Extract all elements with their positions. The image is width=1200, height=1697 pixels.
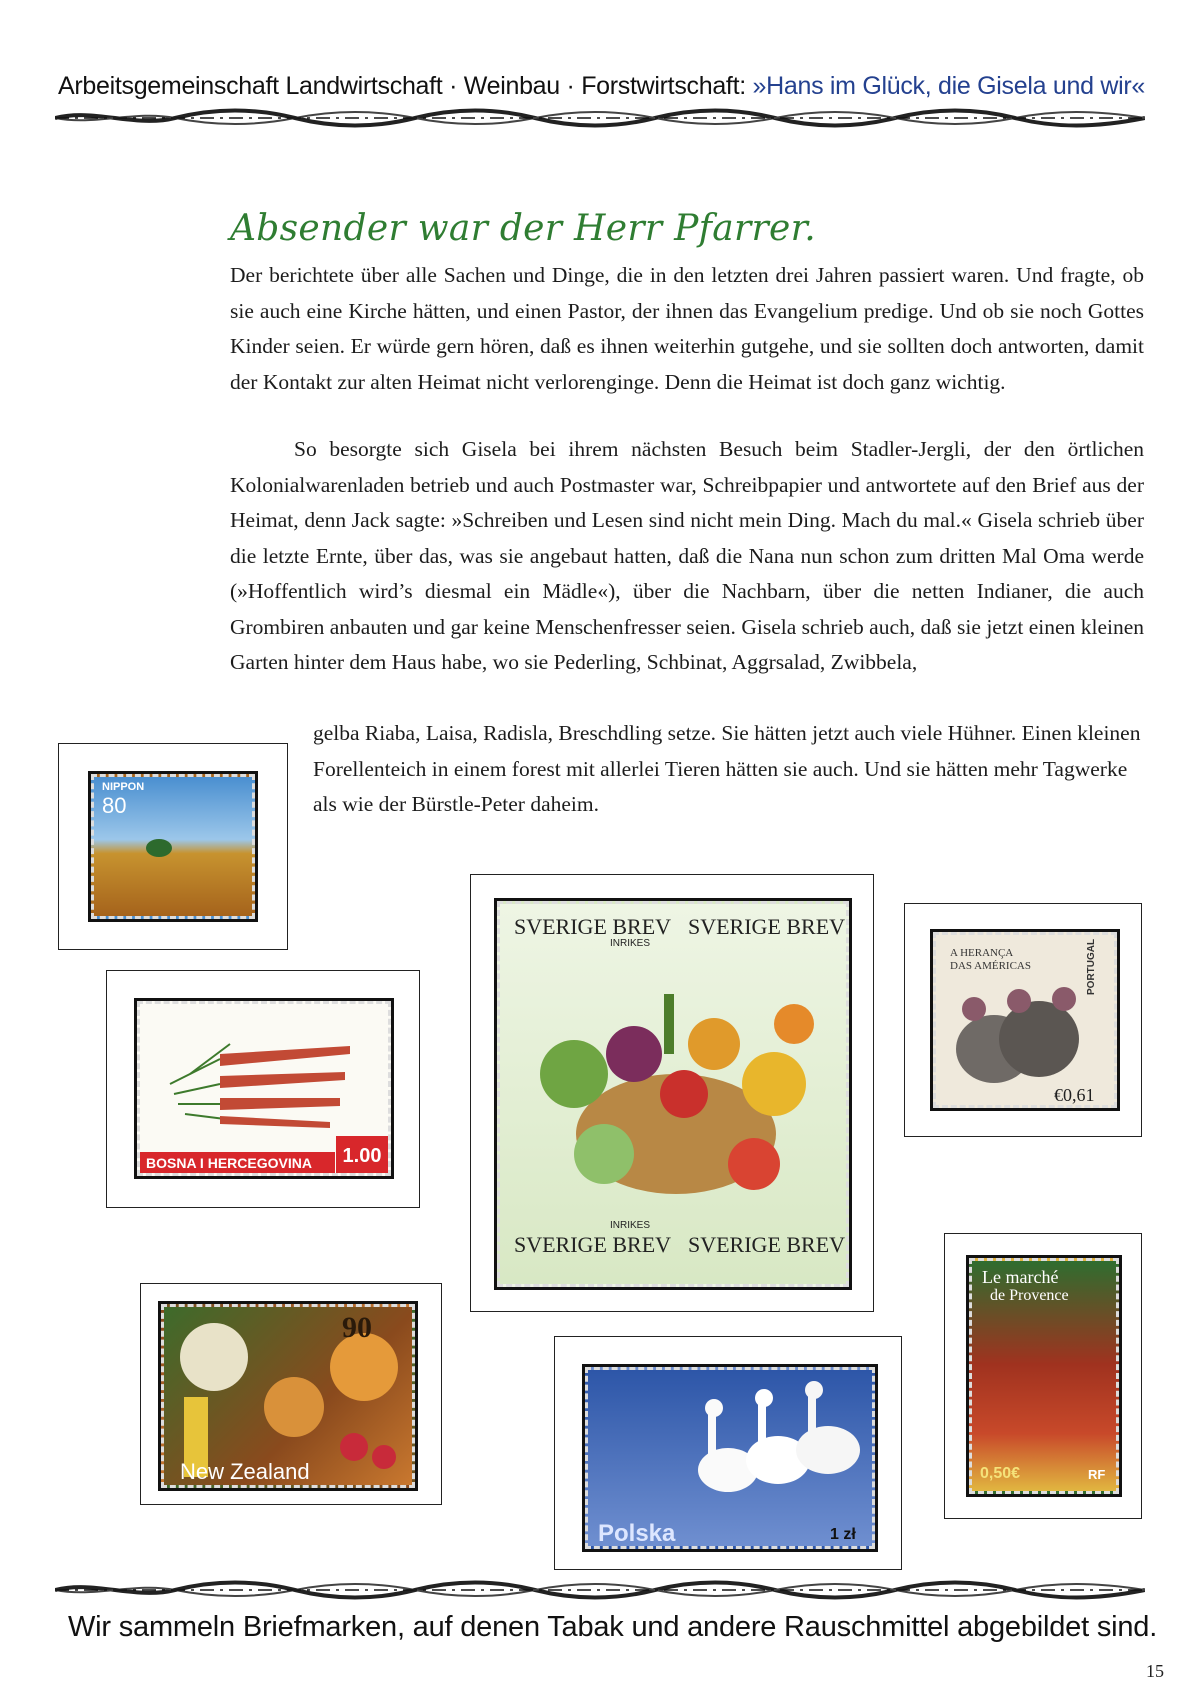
stamp-france <box>969 1258 1119 1494</box>
footer-slogan: Wir sammeln Briefmarken, auf denen Tabak und andere Rauschmittel abgebildet sind. <box>68 1611 1158 1643</box>
paragraph-1 <box>230 258 1144 400</box>
stamp-newzealand-value: 90 <box>342 1311 372 1344</box>
stamp-france-title-1: Le marché <box>982 1267 1059 1287</box>
decorative-border-bottom <box>55 1578 1145 1602</box>
stamp-bosnia-country: BOSNA I HERCEGOVINA <box>140 1152 335 1174</box>
stamp-newzealand-country: New Zealand <box>180 1459 310 1484</box>
page-number: 15 <box>1146 1661 1164 1681</box>
stamp-sweden-label-top-left: SVERIGE BREV <box>514 914 672 939</box>
stamp-japan-country: NIPPON <box>102 781 145 793</box>
stamp-frame-portugal <box>904 903 1142 1137</box>
stamp-frame-japan <box>58 743 288 950</box>
stamp-portugal-value: €0,61 <box>1054 1085 1095 1105</box>
stamp-frame-sweden <box>470 874 874 1312</box>
stamp-portugal-title-1: A HERANÇA <box>950 947 1014 959</box>
stamp-sweden-inrikes-top: INRIKES <box>610 938 651 949</box>
stamp-frame-poland <box>554 1336 902 1570</box>
stamp-poland-value: 1 zł <box>830 1526 856 1543</box>
stamp-sweden-label-top-right: SVERIGE BREV <box>688 914 846 939</box>
stamp-portugal <box>933 932 1117 1108</box>
stamp-portugal-title-2: DAS AMÉRICAS <box>950 960 1031 972</box>
section-title: Absender war der Herr Pfarrer. <box>230 208 816 249</box>
header-accent: »Hans im Glück, die Gisela und wir« <box>752 72 1145 100</box>
paragraph-2 <box>230 432 1144 681</box>
stamp-sweden-inrikes-bottom: INRIKES <box>610 1220 651 1231</box>
vegetable-basket-icon <box>514 974 838 1224</box>
turkeys-icon <box>944 979 1094 1099</box>
stamp-poland-country: Polska <box>598 1520 676 1547</box>
stamp-france-country: RF <box>1088 1467 1106 1482</box>
stamp-japan <box>91 774 255 919</box>
paragraph-3 <box>313 716 1144 823</box>
stamp-frame-bosnia <box>106 970 420 1208</box>
stamp-bosnia <box>137 1001 391 1176</box>
paragraph-2-text: So besorgte sich Gisela bei ihrem nächsten Besuch beim Stadler-Jergli, der den örtlichen Kolonialwarenladen betrieb und auch Postmaster war, Schreibpapier und antwortete auf den Brief aus der Heimat, denn Jack sagte: »Schreiben und Lesen sind nicht mein Ding. Mach du mal.« Gisela schrieb über die letzte Ernte, über das, was sie angebaut hatten, daß die Nana nun schon zum dritten Mal Oma werde (»Hoffentlich wird’s diesmal ein Mädle«), über die Nachbarn, über die netten Indianer, die auch Grombiren anbauten und gar keine Menschenfresser seien. Gisela schrieb auch, daß sie jetzt einen kleinen Garten hinter dem Haus habe, wo sie Pederling, Schbinat, Aggrsalad, Zwibbela, <box>230 437 1144 674</box>
stamp-france-title-2: de Provence <box>990 1287 1069 1304</box>
stamp-frame-france <box>944 1233 1142 1519</box>
carrots-icon <box>160 1024 360 1134</box>
stamp-sweden-label-bottom-right: SVERIGE BREV <box>688 1232 846 1257</box>
decorative-border-top <box>55 106 1145 130</box>
stamp-portugal-country: PORTUGAL <box>1086 938 1097 995</box>
stamp-bosnia-value: 1.00 <box>336 1136 388 1176</box>
running-header <box>58 72 1148 101</box>
stamp-newzealand <box>161 1304 415 1488</box>
stamp-japan-value: 80 <box>102 793 127 818</box>
stamp-poland <box>585 1367 875 1549</box>
header-prefix: Arbeitsgemeinschaft Landwirtschaft · Weinbau · Forstwirtschaft: <box>58 72 753 100</box>
stamp-frame-newzealand <box>140 1283 442 1505</box>
paragraph-3-text: gelba Riaba, Laisa, Radisla, Breschdling setze. Sie hätten jetzt auch viele Hühner. Einen kleinen Forellenteich in einem forest mit allerlei Tieren hätten sie auch. Und sie hätten mehr Tagwerke als wie der Bürstle-Peter daheim. <box>313 721 1141 816</box>
tree-icon <box>146 839 172 857</box>
stamp-sweden-label-bottom-left: SVERIGE BREV <box>514 1232 672 1257</box>
geese-icon <box>678 1380 868 1530</box>
paragraph-1-text: Der berichtete über alle Sachen und Dinge, die in den letzten drei Jahren passiert waren. Und fragte, ob sie auch eine Kirche hätten, und einen Pastor, der ihnen das Evangelium predige. Und ob sie noch Gottes Kinder seien. Er würde gern hören, daß es ihnen weiterhin gutgehe, und sie sollten doch antworten, damit der Kontakt zur alten Heimat nicht verlorenginge. Denn die Heimat ist doch ganz wichtig. <box>230 263 1144 394</box>
stamp-sweden <box>497 901 849 1287</box>
stamp-france-value: 0,50€ <box>980 1465 1021 1482</box>
